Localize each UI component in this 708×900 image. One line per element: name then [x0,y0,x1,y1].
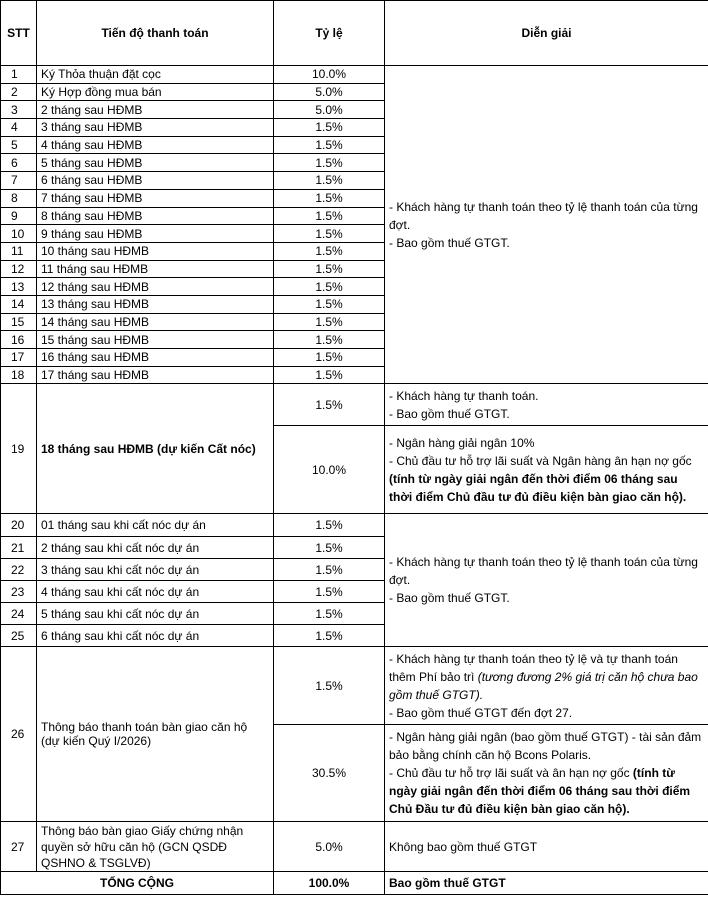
row-stt: 2 [1,83,37,101]
row-label: 2 tháng sau khi cất nóc dự án [37,537,274,559]
row-label: 6 tháng sau HĐMB [37,172,274,190]
row26-explain-b-line1: - Ngân hàng giải ngân (bao gồm thuế GTGT) - tài sản đảm bảo bằng chính căn hộ Bcons Polaris. [389,730,702,763]
row-ratio: 5.0% [274,822,385,872]
row-label: Thông báo thanh toán bàn giao căn hộ (dự kiến Quý I/2026) [37,647,274,822]
row26-explain-a-italic: (tương đương 2% giá trị căn hộ chưa bao gồm thuế GTGT). [389,669,698,702]
row-stt: 10 [1,225,37,243]
row-stt: 19 [1,384,37,514]
table-row [1,822,708,872]
row-label: 11 tháng sau HĐMB [37,260,274,278]
row-ratio: 1.5% [274,313,385,331]
row-label: 4 tháng sau khi cất nóc dự án [37,581,274,603]
row-label: 4 tháng sau HĐMB [37,136,274,154]
row-stt: 18 [1,366,37,384]
row26-explain-b-line2 [389,764,704,818]
row-ratio: 1.5% [274,647,385,725]
row26-explain-a-line2: - Bao gồm thuế GTGT đến đợt 27. [389,705,573,720]
row-ratio: 5.0% [274,83,385,101]
row-ratio: 10.0% [274,66,385,84]
row26-explain-a-line1 [389,650,704,704]
total-label: TỔNG CỘNG [1,872,274,895]
group2-explain-line2: - Bao gồm thuế GTGT. [389,591,510,606]
row-label: 17 tháng sau HĐMB [37,366,274,384]
row-stt: 7 [1,172,37,190]
row-ratio: 1.5% [274,603,385,625]
row-label: 12 tháng sau HĐMB [37,278,274,296]
row-ratio: 1.5% [274,154,385,172]
table-row [1,647,708,725]
row-label: 3 tháng sau khi cất nóc dự án [37,559,274,581]
row27-explain: Không bao gồm thuế GTGT [385,822,708,872]
total-explain: Bao gồm thuế GTGT [385,872,708,895]
row-label: 10 tháng sau HĐMB [37,242,274,260]
row-ratio: 10.0% [274,426,385,514]
row26-explain-a-text: - Khách hàng tự thanh toán theo tỷ lệ và tự thanh toán thêm Phí bảo trì [389,651,678,684]
header-schedule: Tiến độ thanh toán [37,1,274,66]
row-label: 5 tháng sau khi cất nóc dự án [37,603,274,625]
row-label: Ký Thỏa thuận đặt cọc [37,66,274,84]
row19-explain-b-line1: - Ngân hàng giải ngân 10% [389,435,535,450]
row-stt: 14 [1,295,37,313]
row-stt: 21 [1,537,37,559]
row-label: 6 tháng sau khi cất nóc dự án [37,625,274,647]
row19-explain-b-line2: - Chủ đầu tư hỗ trợ lãi suất và Ngân hàng ân hạn nợ gốc [389,453,692,468]
row-label: 15 tháng sau HĐMB [37,331,274,349]
row-label: 8 tháng sau HĐMB [37,207,274,225]
row-ratio: 1.5% [274,581,385,603]
row-label: 16 tháng sau HĐMB [37,349,274,367]
row-ratio: 1.5% [274,295,385,313]
row-label: 2 tháng sau HĐMB [37,101,274,119]
row-ratio: 1.5% [274,331,385,349]
row-stt: 5 [1,136,37,154]
row-label: 18 tháng sau HĐMB (dự kiến Cất nóc) [37,384,274,514]
header-ratio: Tỷ lệ [274,1,385,66]
table-header-row [1,1,708,66]
row-stt: 8 [1,189,37,207]
table-row [1,66,708,84]
row-ratio: 1.5% [274,384,385,426]
row-ratio: 1.5% [274,349,385,367]
row-stt: 13 [1,278,37,296]
row-ratio: 1.5% [274,260,385,278]
row-stt: 9 [1,207,37,225]
row-stt: 27 [1,822,37,872]
row-label: 5 tháng sau HĐMB [37,154,274,172]
row-ratio: 1.5% [274,625,385,647]
row-stt: 17 [1,349,37,367]
total-ratio: 100.0% [274,872,385,895]
row-stt: 25 [1,625,37,647]
row-label: 7 tháng sau HĐMB [37,189,274,207]
group2-explain-line1: - Khách hàng tự thanh toán theo tỷ lệ thanh toán của từng đợt. [389,555,698,588]
header-explain: Diễn giải [385,1,708,66]
row-ratio: 1.5% [274,537,385,559]
table-row [1,514,708,537]
group1-explain-line1: - Khách hàng tự thanh toán theo tỷ lệ thanh toán của từng đợt. [389,199,698,232]
row-ratio: 1.5% [274,366,385,384]
row-label: 3 tháng sau HĐMB [37,119,274,137]
row-stt: 24 [1,603,37,625]
row-ratio: 1.5% [274,514,385,537]
row-ratio: 1.5% [274,119,385,137]
row-stt: 1 [1,66,37,84]
row-stt: 12 [1,260,37,278]
row-stt: 20 [1,514,37,537]
row-stt: 3 [1,101,37,119]
row-stt: 6 [1,154,37,172]
row26-explain-a [385,647,708,725]
header-stt: STT [1,1,37,66]
row26-explain-b [385,725,708,822]
row-ratio: 1.5% [274,559,385,581]
table-row [1,384,708,426]
row26-explain-b-text: - Chủ đầu tư hỗ trợ lãi suất và ân hạn nợ gốc [389,766,633,781]
row-stt: 26 [1,647,37,822]
row19-explain-b [385,426,708,514]
row19-explain-b-line3: (tính từ ngày giải ngân đến thời điểm 06 tháng sau thời điểm Chủ đầu tư đủ điều kiện bàn giao căn hộ). [389,471,687,504]
row-ratio: 1.5% [274,136,385,154]
row-stt: 22 [1,559,37,581]
row-stt: 15 [1,313,37,331]
group1-explain [385,66,708,384]
row-stt: 16 [1,331,37,349]
row-label: 13 tháng sau HĐMB [37,295,274,313]
total-row [1,872,708,895]
row-stt: 11 [1,242,37,260]
row-ratio: 1.5% [274,172,385,190]
row26-explain-b-bold: (tính từ ngày giải ngân đến thời điểm 06 tháng sau thời điểm Chủ Đầu tư đủ điều kiện bàn giao căn hộ). [389,766,691,817]
group2-explain [385,514,708,647]
row-ratio: 30.5% [274,725,385,822]
row-stt: 4 [1,119,37,137]
row-ratio: 1.5% [274,189,385,207]
row-ratio: 1.5% [274,242,385,260]
row-label: Thông báo bàn giao Giấy chứng nhận quyền sở hữu căn hộ (GCN QSDĐ QSHNO & TSGLVĐ) [37,822,274,872]
row-ratio: 1.5% [274,225,385,243]
row-label: 9 tháng sau HĐMB [37,225,274,243]
row-ratio: 5.0% [274,101,385,119]
row-stt: 23 [1,581,37,603]
row19-explain-a-line2: - Bao gồm thuế GTGT. [389,406,510,421]
row19-explain-a-line1: - Khách hàng tự thanh toán. [389,388,539,403]
row-label: Ký Hợp đồng mua bán [37,83,274,101]
row-ratio: 1.5% [274,278,385,296]
row-ratio: 1.5% [274,207,385,225]
row-label: 01 tháng sau khi cất nóc dự án [37,514,274,537]
row-label: 14 tháng sau HĐMB [37,313,274,331]
row19-explain-a [385,384,708,426]
group1-explain-line2: - Bao gồm thuế GTGT. [389,235,510,250]
